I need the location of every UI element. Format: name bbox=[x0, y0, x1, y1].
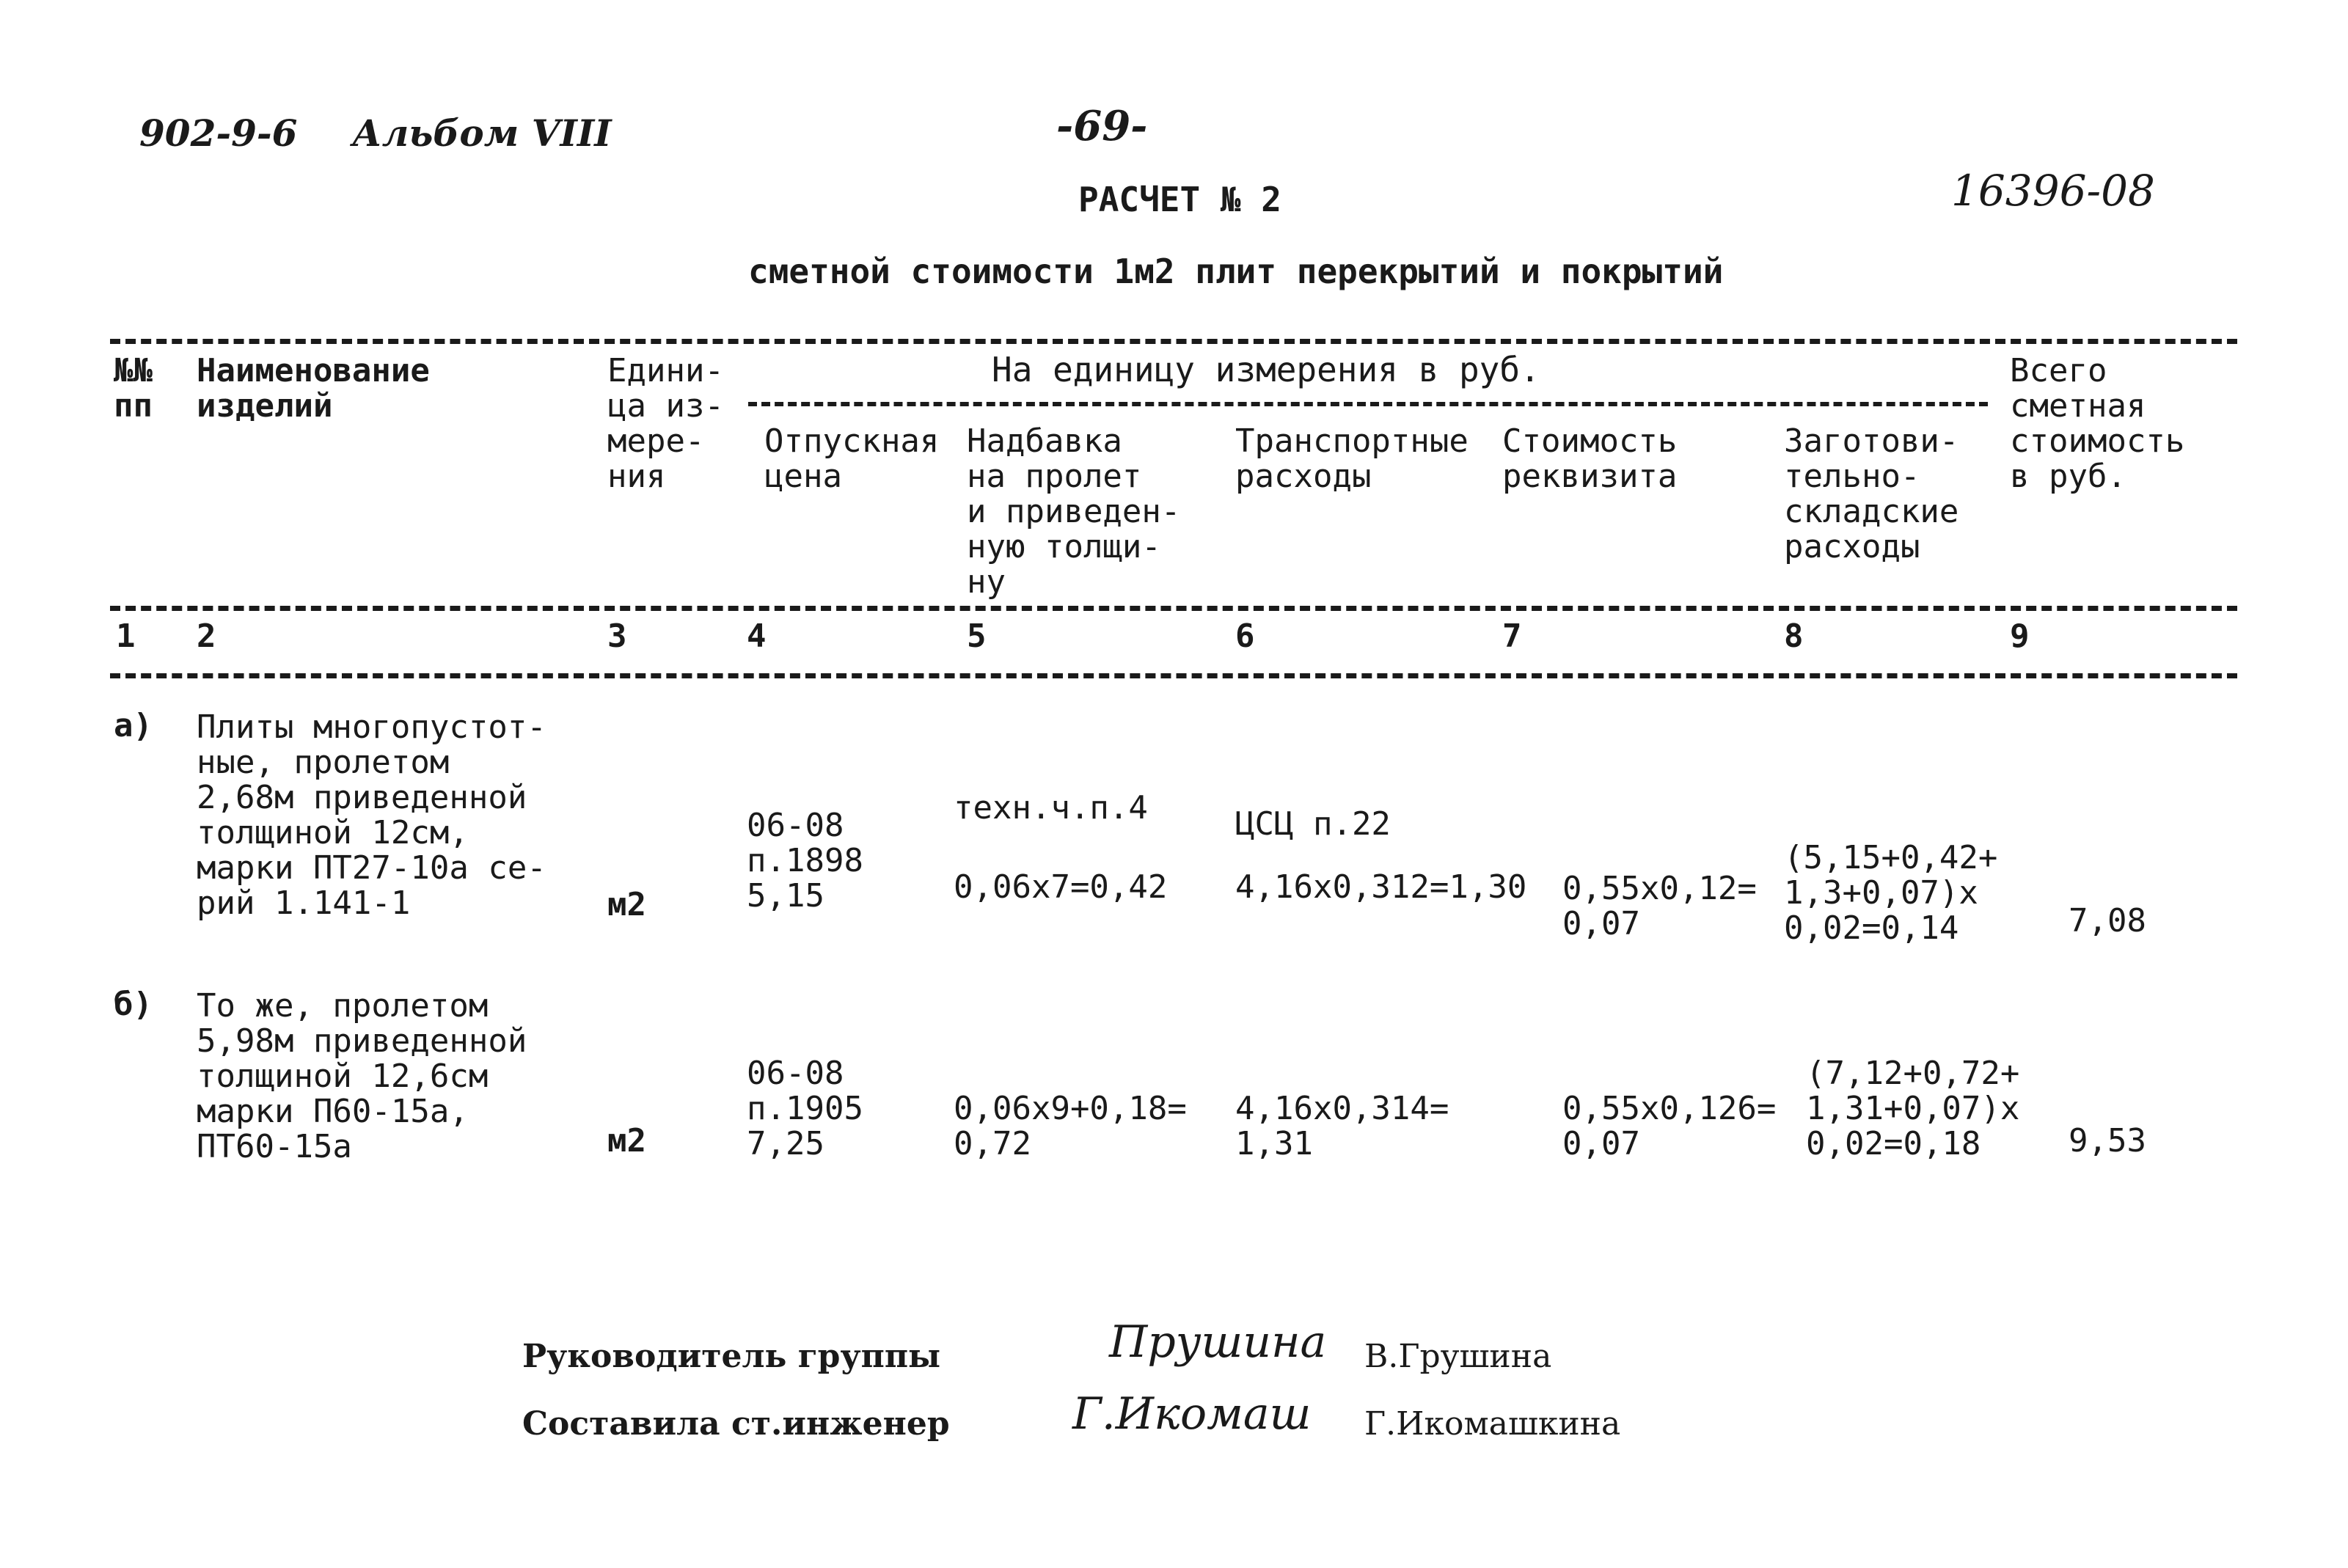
col-numbers-rule bbox=[110, 673, 2237, 678]
row-b-surcharge: 0,06х9+0,18= 0,72 bbox=[954, 1090, 1187, 1162]
col-number-8: 8 bbox=[1784, 618, 1804, 655]
col-number-3: 3 bbox=[607, 618, 627, 655]
row-a-transport-ref: ЦСЦ п.22 bbox=[1235, 805, 1391, 843]
table-top-rule bbox=[110, 339, 2237, 344]
col-number-2: 2 bbox=[197, 618, 216, 655]
row-a-price: 06-08 п.1898 5,15 bbox=[747, 807, 863, 915]
row-a-transport: 4,16х0,312=1,30 bbox=[1235, 868, 1527, 906]
row-a-surcharge: 0,06х7=0,42 bbox=[954, 868, 1168, 906]
col-number-5: 5 bbox=[967, 618, 987, 655]
row-b-transport: 4,16х0,314= 1,31 bbox=[1235, 1090, 1449, 1162]
row-a-number: а) bbox=[114, 707, 153, 744]
header-group-per-unit: На единицу измерения в руб. bbox=[992, 350, 1540, 389]
signature-handwritten-2: Г.Икомаш bbox=[1072, 1388, 1312, 1440]
row-a-unit: м2 bbox=[607, 886, 646, 923]
col-number-1: 1 bbox=[116, 618, 136, 655]
group-header-rule bbox=[748, 402, 1988, 406]
header-col-number: №№ пп bbox=[114, 352, 153, 425]
signature-name-2: Г.Икомашкина bbox=[1364, 1405, 1621, 1443]
signature-handwritten-1: Прушина bbox=[1109, 1316, 1327, 1368]
page-number: -69- bbox=[1056, 102, 1148, 150]
col-number-4: 4 bbox=[747, 618, 767, 655]
row-a-storage: (5,15+0,42+ 1,3+0,07)х 0,02=0,14 bbox=[1784, 839, 1998, 947]
calculation-subtitle: сметной стоимости 1м2 плит перекрытий и покрытий bbox=[748, 252, 1724, 291]
header-col-requisite: Стоимость реквизита bbox=[1502, 422, 1678, 495]
signature-role-engineer: Составила ст.инженер bbox=[522, 1405, 950, 1443]
header-col-unit: Едини- ца из- мере- ния bbox=[607, 352, 724, 495]
row-b-unit: м2 bbox=[607, 1122, 646, 1159]
header-col-name: Наименование изделий bbox=[197, 352, 430, 425]
row-b-name: То же, пролетом 5,98м приведенной толщиной 12,6см марки П60-15а, ПТ60-15а bbox=[197, 987, 527, 1165]
row-b-total: 9,53 bbox=[2069, 1122, 2146, 1159]
row-a-name: Плиты многопустот- ные, пролетом 2,68м приведенной толщиной 12см, марки ПТ27-10а се- рий 1.141-1 bbox=[197, 708, 546, 922]
album-label: Альбом VIII bbox=[352, 111, 612, 155]
header-col-surcharge: Надбавка на пролет и приведен- ную толщи- ну bbox=[967, 422, 1181, 601]
row-b-number: б) bbox=[114, 986, 153, 1023]
header-col-storage: Заготови- тельно- складские расходы bbox=[1784, 422, 1959, 565]
calculation-title: РАСЧЕТ № 2 bbox=[1078, 180, 1281, 219]
header-col-total: Всего сметная стоимость в руб. bbox=[2010, 352, 2185, 495]
col-number-9: 9 bbox=[2010, 618, 2030, 655]
document-number: 16396-08 bbox=[1951, 166, 2155, 216]
signature-role-group-leader: Руководитель группы bbox=[522, 1338, 941, 1375]
row-b-price: 06-08 п.1905 7,25 bbox=[747, 1055, 863, 1162]
row-a-total: 7,08 bbox=[2069, 902, 2146, 939]
doc-code: 902-9-6 bbox=[139, 111, 298, 155]
signature-name-1: В.Грушина bbox=[1364, 1338, 1552, 1375]
header-col-price: Отпускная цена bbox=[764, 422, 940, 495]
col-number-7: 7 bbox=[1502, 618, 1522, 655]
col-number-6: 6 bbox=[1235, 618, 1255, 655]
row-a-requisite: 0,55х0,12= 0,07 bbox=[1562, 870, 1757, 942]
header-col-transport: Транспортные расходы bbox=[1235, 422, 1469, 495]
row-b-requisite: 0,55х0,126= 0,07 bbox=[1562, 1090, 1777, 1162]
header-bottom-rule bbox=[110, 606, 2237, 611]
row-b-storage: (7,12+0,72+ 1,31+0,07)х 0,02=0,18 bbox=[1806, 1055, 2020, 1162]
row-a-surcharge-ref: техн.ч.п.4 bbox=[954, 789, 1148, 827]
